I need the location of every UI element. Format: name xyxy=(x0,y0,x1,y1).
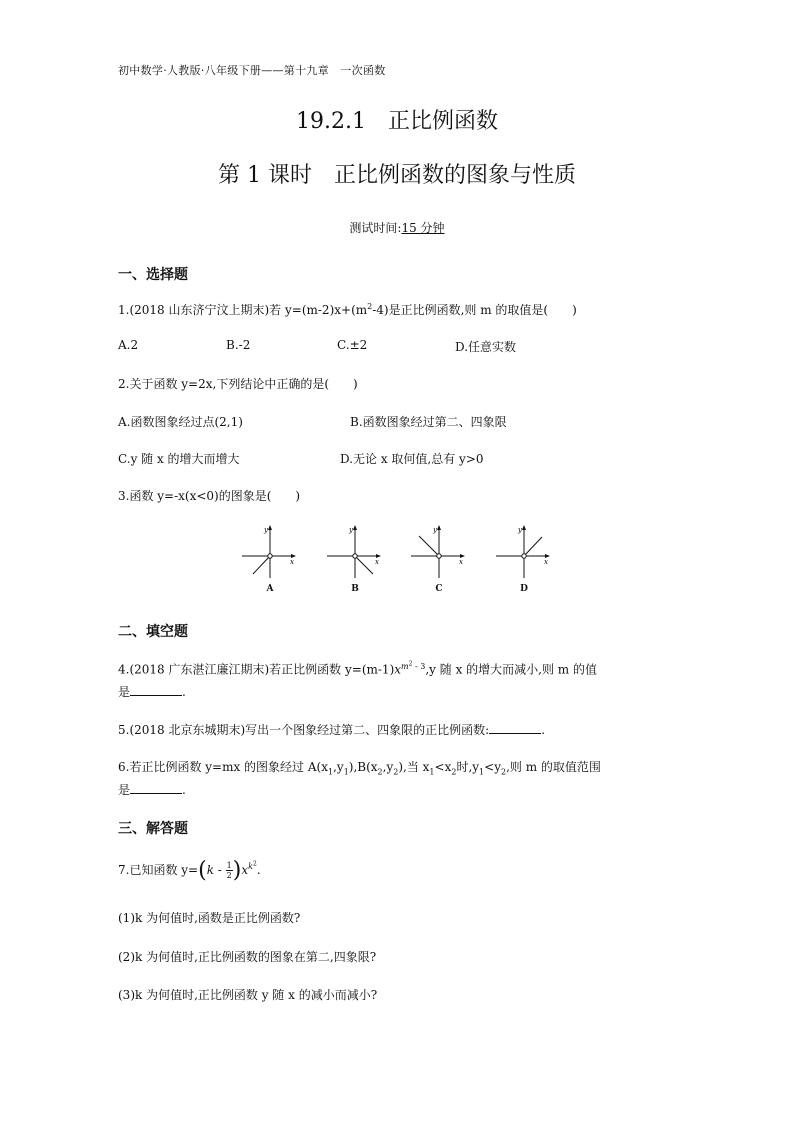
graph-line xyxy=(253,556,270,574)
graph-c xyxy=(409,522,469,582)
q7-end: . xyxy=(256,863,261,877)
q6-text: <x xyxy=(434,760,452,774)
question-2: 2.关于函数 y=2x,下列结论中正确的是( ) xyxy=(118,377,358,391)
y-label: y xyxy=(264,526,268,534)
q6-sub: 2 xyxy=(451,767,457,777)
section-choice: 一、选择题 xyxy=(118,267,188,283)
q5-answer-blank[interactable] xyxy=(489,723,541,734)
q6-text: 时,y xyxy=(456,760,480,774)
q6-text: ),B(x xyxy=(348,760,378,774)
q1-option-d: D.任意实数 xyxy=(455,340,517,354)
q2-option-b: B.函数图象经过第二、四象限 xyxy=(350,415,507,429)
y-label: y xyxy=(349,526,353,534)
q2-option-a: A.函数图象经过点(2,1) xyxy=(118,415,243,429)
q7-part-2: (2)k 为何值时,正比例函数的图象在第二,四象限? xyxy=(118,950,377,964)
page-title: 19.2.1 正比例函数 xyxy=(296,109,498,134)
graph-d-label: D xyxy=(520,584,528,594)
x-label: x xyxy=(375,558,379,566)
q6-sub: 1 xyxy=(429,767,435,777)
q7-part-3: (3)k 为何值时,正比例函数 y 随 x 的减小而减小? xyxy=(118,988,378,1002)
q7-k: k xyxy=(206,863,214,877)
q4-line2: 是 xyxy=(118,685,131,699)
origin-point xyxy=(437,554,441,558)
q4-answer-blank[interactable] xyxy=(130,685,182,696)
q6-sub: 2 xyxy=(500,767,507,777)
right-paren: ) xyxy=(232,858,242,883)
q4-end: . xyxy=(182,685,186,699)
y-arrow-icon xyxy=(268,525,272,530)
question-5 xyxy=(118,721,545,738)
graph-c-label: C xyxy=(435,584,443,594)
test-time-value: 15 分钟 xyxy=(401,221,445,235)
q7-exp-k: k xyxy=(248,862,253,871)
graph-a-label: A xyxy=(266,584,274,594)
q6-sub: 1 xyxy=(479,767,485,777)
q4-text-b: ,y 随 x 的增大而减小,则 m 的值 xyxy=(425,662,597,677)
q7-x: x xyxy=(241,863,249,877)
question-4-line2 xyxy=(118,683,186,700)
question-6 xyxy=(118,758,601,776)
q5-end: . xyxy=(541,723,546,737)
question-6-line2 xyxy=(118,781,186,798)
x-label: x xyxy=(544,558,548,566)
q6-sub: 2 xyxy=(393,767,399,777)
y-arrow-icon xyxy=(437,525,441,530)
graph-line xyxy=(524,537,542,556)
q6-text: ,y xyxy=(333,760,344,774)
q1-option-c: C.±2 xyxy=(337,338,368,352)
q2-option-d: D.无论 x 取何值,总有 y>0 xyxy=(340,452,484,466)
origin-point xyxy=(353,554,357,558)
q6-end: . xyxy=(182,783,186,797)
q1-text-b: -4)是正比例函数,则 m 的取值是( ) xyxy=(372,303,577,317)
graph-d xyxy=(494,522,554,582)
graph-b xyxy=(325,522,385,582)
q4-exp-rest: - 3 xyxy=(412,661,426,671)
q6-sub: 2 xyxy=(377,767,383,777)
question-1 xyxy=(118,301,577,318)
question-4 xyxy=(118,660,597,678)
left-paren: ( xyxy=(198,858,207,883)
q7-denominator: 2 xyxy=(226,871,232,880)
q1-text-a: 1.(2018 山东济宁汶上期末)若 y=(m-2)x+(m xyxy=(118,303,368,317)
q7-minus: - xyxy=(213,863,226,877)
q6-text: ,则 m 的取值范围 xyxy=(506,760,601,774)
q7-part-1: (1)k 为何值时,函数是正比例函数? xyxy=(118,911,301,925)
q6-sub: 1 xyxy=(328,767,334,777)
q4-x: x xyxy=(394,662,402,677)
q7-fraction xyxy=(226,861,233,880)
origin-point xyxy=(268,554,272,558)
q6-text: ),当 x xyxy=(398,760,430,774)
test-time xyxy=(0,219,794,236)
section-answer: 三、解答题 xyxy=(118,821,188,837)
x-label: x xyxy=(290,558,294,566)
q1-option-b: B.-2 xyxy=(226,338,251,352)
x-label: x xyxy=(459,558,463,566)
graph-b-label: B xyxy=(351,584,359,594)
q1-exp: 2 xyxy=(367,302,373,311)
q6-answer-blank[interactable] xyxy=(130,783,182,794)
q7-numerator: 1 xyxy=(226,861,232,870)
q6-line2: 是 xyxy=(118,783,131,797)
q4-text-a: 4.(2018 广东湛江廉江期末)若正比例函数 y=(m-1) xyxy=(118,662,395,677)
q5-text: 5.(2018 北京东城期末)写出一个图象经过第二、四象限的正比例函数: xyxy=(118,723,490,737)
lesson-subtitle: 第 1 课时 正比例函数的图象与性质 xyxy=(218,163,576,188)
q6-text: <y xyxy=(484,760,501,774)
question-7 xyxy=(118,858,261,883)
graph-line xyxy=(419,536,439,556)
section-fill: 二、填空题 xyxy=(118,624,188,640)
q2-option-c: C.y 随 x 的增大而增大 xyxy=(118,452,240,466)
graph-line xyxy=(355,556,373,574)
y-arrow-icon xyxy=(353,525,357,530)
q7-prefix: 7.已知函数 y= xyxy=(118,863,199,877)
question-3: 3.函数 y=-x(x<0)的图象是( ) xyxy=(118,489,301,503)
q4-exp-m: m xyxy=(401,661,409,671)
q4-exp-2: 2 xyxy=(408,660,413,667)
q1-option-a: A.2 xyxy=(118,338,139,352)
q7-exp-2: 2 xyxy=(253,860,257,868)
test-time-label: 测试时间: xyxy=(349,221,402,235)
y-label: y xyxy=(433,526,437,534)
y-arrow-icon xyxy=(522,525,526,530)
y-label: y xyxy=(518,526,522,534)
q6-text: ,y xyxy=(382,760,394,774)
graph-a xyxy=(240,522,300,582)
q6-sub: 1 xyxy=(343,767,349,777)
page-header: 初中数学·人教版·八年级下册——第十九章 一次函数 xyxy=(118,64,386,77)
q6-text-a: 6.若正比例函数 y=mx 的图象经过 A(x xyxy=(118,760,328,774)
origin-point xyxy=(522,554,526,558)
